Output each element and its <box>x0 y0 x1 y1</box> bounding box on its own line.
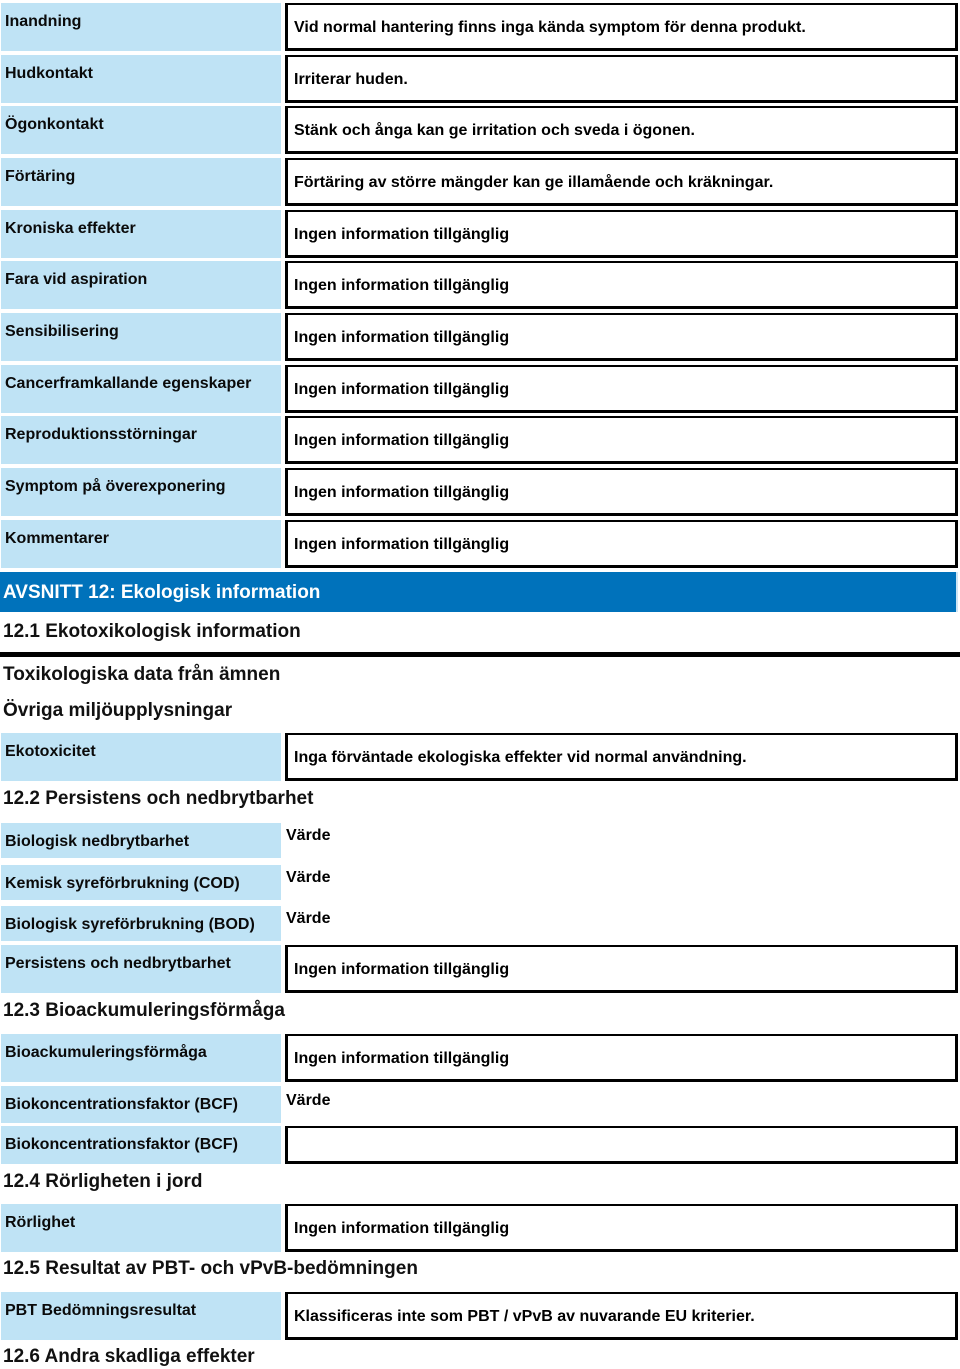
subsection-heading: 12.4 Rörligheten i jord <box>3 1171 203 1192</box>
table-row <box>0 158 960 206</box>
row-value: Inga förväntade ekologiska effekter vid normal användning. <box>285 733 958 781</box>
other-info-heading: Övriga miljöupplysningar <box>3 700 233 721</box>
section-header <box>0 572 958 612</box>
row-label: PBT Bedömningsresultat <box>1 1292 281 1340</box>
section-title: AVSNITT 12: Ekologisk information <box>3 582 321 603</box>
row-value: Ingen information tillgänglig <box>285 313 958 361</box>
table-row <box>0 3 960 51</box>
row-value: Värde <box>286 869 331 886</box>
row-label: Kommentarer <box>1 520 281 568</box>
row-label: Persistens och nedbrytbarhet <box>1 945 281 993</box>
row-label: Fara vid aspiration <box>1 261 281 309</box>
row-value: Stänk och ånga kan ge irritation och sveda i ögonen. <box>285 106 958 154</box>
row-value: Ingen information tillgänglig <box>285 261 958 309</box>
table-row <box>0 313 960 361</box>
row-label: Symptom på överexponering <box>1 468 281 516</box>
row-label: Rörlighet <box>1 1204 281 1252</box>
table-row <box>0 55 960 103</box>
row-value: Ingen information tillgänglig <box>285 365 958 413</box>
table-row <box>0 1126 960 1164</box>
row-label: Biokoncentrationsfaktor (BCF) <box>1 1126 281 1164</box>
row-label: Inandning <box>1 3 281 51</box>
row-value: Ingen information tillgänglig <box>285 210 958 258</box>
table-row <box>0 520 960 568</box>
subsection-heading: 12.3 Bioackumuleringsförmåga <box>3 1000 285 1021</box>
table-row <box>0 733 960 781</box>
row-value: Förtäring av större mängder kan ge illamående och kräkningar. <box>285 158 958 206</box>
row-value: Irriterar huden. <box>285 55 958 103</box>
table-row <box>0 1204 960 1252</box>
row-label: Biokoncentrationsfaktor (BCF) <box>1 1086 281 1123</box>
table-row <box>0 945 960 993</box>
data-source-heading: Toxikologiska data från ämnen <box>3 664 281 685</box>
row-label: Hudkontakt <box>1 55 281 103</box>
table-row <box>0 416 960 464</box>
row-value: Ingen information tillgänglig <box>285 945 958 993</box>
row-label: Cancerframkallande egenskaper <box>1 365 281 413</box>
row-label: Ögonkontakt <box>1 106 281 154</box>
row-label: Sensibilisering <box>1 313 281 361</box>
subsection-heading: 12.2 Persistens och nedbrytbarhet <box>3 788 314 809</box>
row-label: Biologisk nedbrytbarhet <box>1 823 281 858</box>
row-label: Biologisk syreförbrukning (BOD) <box>1 906 281 941</box>
row-label: Bioackumuleringsförmåga <box>1 1034 281 1082</box>
row-label: Kemisk syreförbrukning (COD) <box>1 865 281 900</box>
row-value: Ingen information tillgänglig <box>285 520 958 568</box>
subsection-heading: 12.6 Andra skadliga effekter <box>3 1346 255 1367</box>
row-label: Kroniska effekter <box>1 210 281 258</box>
subsection-heading: 12.5 Resultat av PBT- och vPvB-bedömningen <box>3 1258 418 1279</box>
table-row <box>0 1086 960 1123</box>
row-value: Ingen information tillgänglig <box>285 1204 958 1252</box>
table-row <box>0 468 960 516</box>
row-value: Värde <box>286 1092 331 1109</box>
row-label: Reproduktionsstörningar <box>1 416 281 464</box>
row-value: Ingen information tillgänglig <box>285 468 958 516</box>
table-row <box>0 210 960 258</box>
table-row <box>0 865 960 900</box>
table-row <box>0 365 960 413</box>
row-value: Värde <box>286 827 331 844</box>
table-row <box>0 906 960 941</box>
row-value: Vid normal hantering finns inga kända symptom för denna produkt. <box>285 3 958 51</box>
table-row <box>0 823 960 858</box>
subsection-heading: 12.1 Ekotoxikologisk information <box>3 621 301 642</box>
row-value: Ingen information tillgänglig <box>285 1034 958 1082</box>
divider <box>0 652 960 657</box>
table-row <box>0 1034 960 1082</box>
row-label: Förtäring <box>1 158 281 206</box>
row-value: Klassificeras inte som PBT / vPvB av nuvarande EU kriterier. <box>285 1292 958 1340</box>
table-row <box>0 261 960 309</box>
row-value <box>285 1126 958 1164</box>
row-value: Värde <box>286 910 331 927</box>
row-value: Ingen information tillgänglig <box>285 416 958 464</box>
row-label: Ekotoxicitet <box>1 733 281 781</box>
table-row <box>0 1292 960 1340</box>
table-row <box>0 106 960 154</box>
